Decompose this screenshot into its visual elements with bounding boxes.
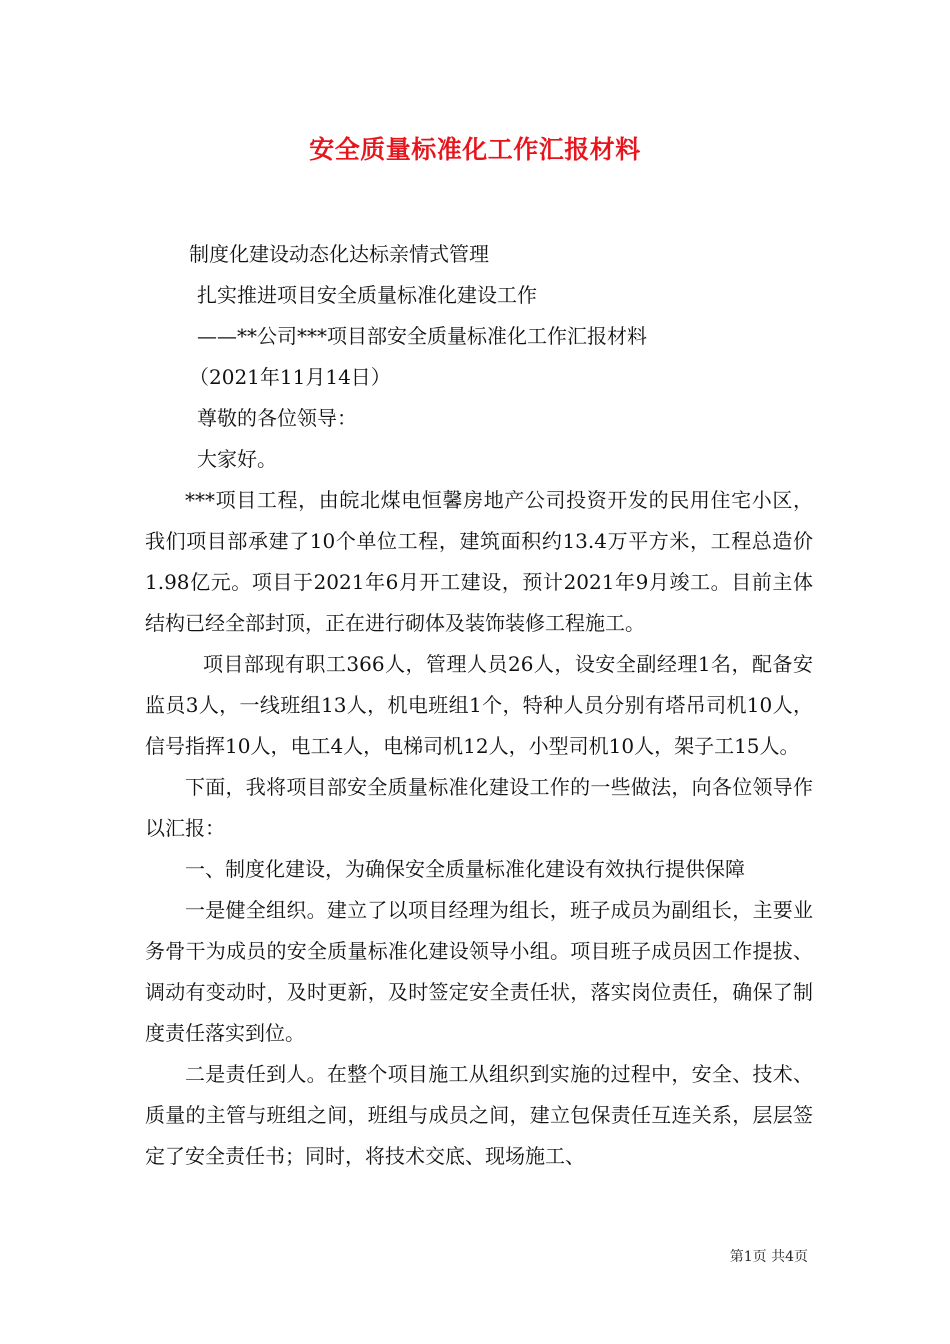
document-body (145, 234, 813, 1177)
paragraph: ***项目工程，由皖北煤电恒馨房地产公司投资开发的民用住宅小区，我们项目部承建了10个单位工程，建筑面积约13.4万平方米，工程总造价1.98亿元。项目于2021年6月开工建设，预计2021年9月竣工。目前主体结构已经全部封顶，正在进行砌体及装饰装修工程施工。 (145, 488, 813, 635)
header-line: 制度化建设动态化达标亲情式管理 (189, 242, 489, 266)
document-title: 安全质量标准化工作汇报材料 (309, 135, 641, 164)
paragraph: 项目部现有职工366人，管理人员26人，设安全副经理1名，配备安监员3人，一线班组13人，机电班组1个，特种人员分别有塔吊司机10人，信号指挥10人，电工4人，电梯司机12人，小型司机10人，架子工15人。 (145, 652, 813, 758)
section-heading: 一、制度化建设，为确保安全质量标准化建设有效执行提供保障 (185, 857, 745, 881)
greeting: 大家好。 (197, 447, 277, 471)
paragraph: 二是责任到人。在整个项目施工从组织到实施的过程中，安全、技术、质量的主管与班组之间，班组与成员之间，建立包保责任互连关系，层层签定了安全责任书；同时，将技术交底、现场施工、 (145, 1062, 813, 1168)
date-line: （2021年11月14日） (189, 365, 391, 389)
salutation: 尊敬的各位领导： (197, 406, 357, 430)
paragraph: 一是健全组织。建立了以项目经理为组长，班子成员为副组长，主要业务骨干为成员的安全质量标准化建设领导小组。项目班子成员因工作提拔、调动有变动时，及时更新，及时签定安全责任状，落实岗位责任，确保了制度责任落实到位。 (145, 898, 813, 1045)
paragraph: 下面，我将项目部安全质量标准化建设工作的一些做法，向各位领导作以汇报： (145, 775, 813, 840)
header-line: ——**公司***项目部安全质量标准化工作汇报材料 (197, 324, 647, 348)
header-line: 扎实推进项目安全质量标准化建设工作 (197, 283, 537, 307)
page-number-footer: 第1页 共4页 (729, 1249, 808, 1265)
